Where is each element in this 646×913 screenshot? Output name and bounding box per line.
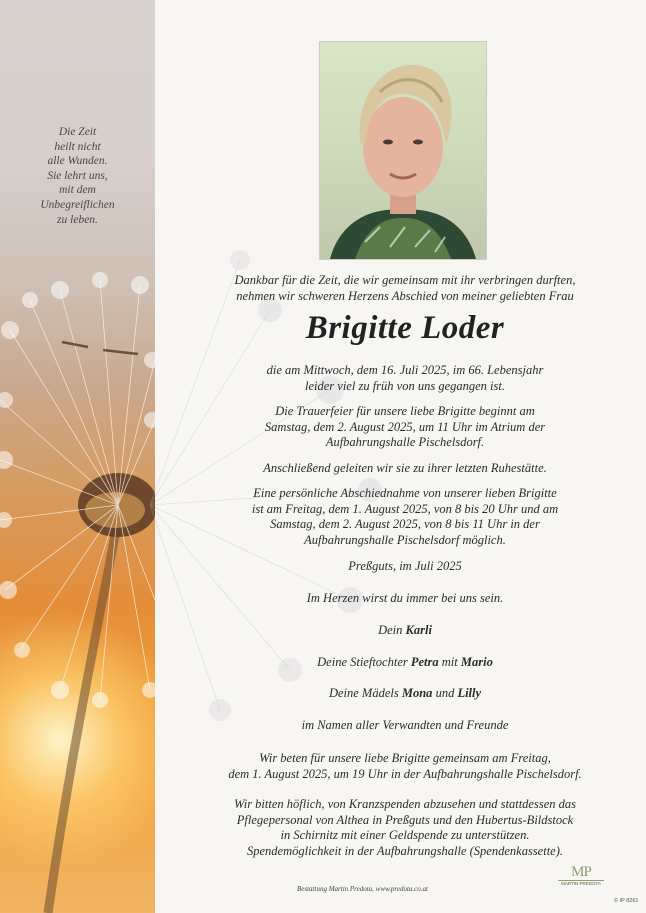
mourner-stepdaughter [180,655,630,671]
place-date [180,559,630,575]
death-notice [180,363,630,394]
motto-line: mit dem [59,184,96,197]
farewell-notice [180,486,630,548]
funeral-home-credit: Bestattung Martin Predota, www.predota.co.at [297,885,428,893]
mourner-girls [180,686,630,702]
donation-line: Wir bitten höflich, von Kranzspenden abzusehen und stattdessen das [234,797,576,811]
mourner-husband [180,623,630,639]
prayer-line: Wir beten für unsere liebe Brigitte gemeinsam am Freitag, [259,751,551,765]
heart-line: Im Herzen wirst du immer bei uns sein. [306,591,504,605]
donation-line: in Schirnitz mit einer Geldspende zu unterstützen. [280,828,530,843]
motto-line: heilt nicht [54,140,101,153]
mourner-prefix: Dein [378,623,406,637]
logo-mark: MP [571,864,591,880]
logo-text: MARTIN PREDOTA [558,880,604,886]
mourner-relatives [180,718,630,734]
prayer-line: dem 1. August 2025, um 19 Uhr in der Aufbahrungshalle Pischelsdorf. [228,766,582,781]
place-date-line: Preßguts, im Juli 2025 [348,559,462,573]
ceremony-line: Aufbahrungshalle Pischelsdorf. [325,435,485,450]
mourner-name: Mona [401,686,433,700]
motto-line: Die Zeit [58,126,97,138]
motto-line: zu leben. [57,213,98,226]
heart-quote [180,591,630,607]
mourner-connector: und [432,686,458,700]
mourner-name: Petra [410,655,439,669]
mourner-line [180,655,630,671]
motto-line: alle Wunden. [47,155,108,168]
burial-notice [180,461,630,477]
motto-line: Sie lehrt uns, [47,169,108,182]
document-code: © IP 8261 [614,898,639,904]
death-line: leider viel zu früh von uns gegangen ist. [305,378,505,393]
funeral-home-logo [558,865,604,887]
mourner-line [180,623,630,639]
mourner-prefix: Deine Mädels [328,686,402,700]
intro-line: Dankbar für die Zeit, die wir gemeinsam mit ihr verbringen durften, [234,273,576,287]
donation-notice [180,797,630,859]
ceremony-line: Die Trauerfeier für unsere liebe Brigitte beginnt am [275,404,535,418]
prayer-notice [180,751,630,782]
mourner-name: Lilly [457,686,482,700]
intro-text [180,273,630,304]
ceremony-notice [180,404,630,451]
mourner-connector: mit [438,655,461,669]
donation-line: Pflegepersonal von Althea in Preßguts und den Hubertus-Bildstock [236,812,574,827]
deceased-name: Brigitte Loder [305,310,505,346]
portrait-photo [319,41,487,260]
motto-quote [20,125,135,227]
mourner-name: Mario [460,655,493,669]
portrait-illustration [320,42,486,259]
motto-line: Unbegreiflichen [40,198,115,211]
relatives-line: im Namen aller Verwandten und Freunde [301,718,509,732]
farewell-line: ist am Freitag, dem 1. August 2025, von 8 bis 20 Uhr und am [251,501,559,516]
farewell-line: Aufbahrungshalle Pischelsdorf möglich. [304,532,506,547]
burial-line: Anschließend geleiten wir sie zu ihrer letzten Ruhestätte. [263,461,547,475]
donation-line: Spendemöglichkeit in der Aufbahrungshalle (Spendenkassette). [246,843,563,858]
intro-line: nehmen wir schweren Herzens Abschied von meiner geliebten Frau [236,288,574,303]
mourner-line [180,686,630,702]
mourner-name: Karli [405,623,432,637]
mourner-prefix: Deine Stieftochter [317,655,411,669]
ceremony-line: Samstag, dem 2. August 2025, um 11 Uhr im Atrium der [264,419,546,434]
death-line: die am Mittwoch, dem 16. Juli 2025, im 66. Lebensjahr [266,363,544,377]
farewell-line: Eine persönliche Abschiednahme von unserer lieben Brigitte [253,486,557,500]
farewell-line: Samstag, dem 2. August 2025, von 8 bis 11 Uhr in der [270,517,540,532]
